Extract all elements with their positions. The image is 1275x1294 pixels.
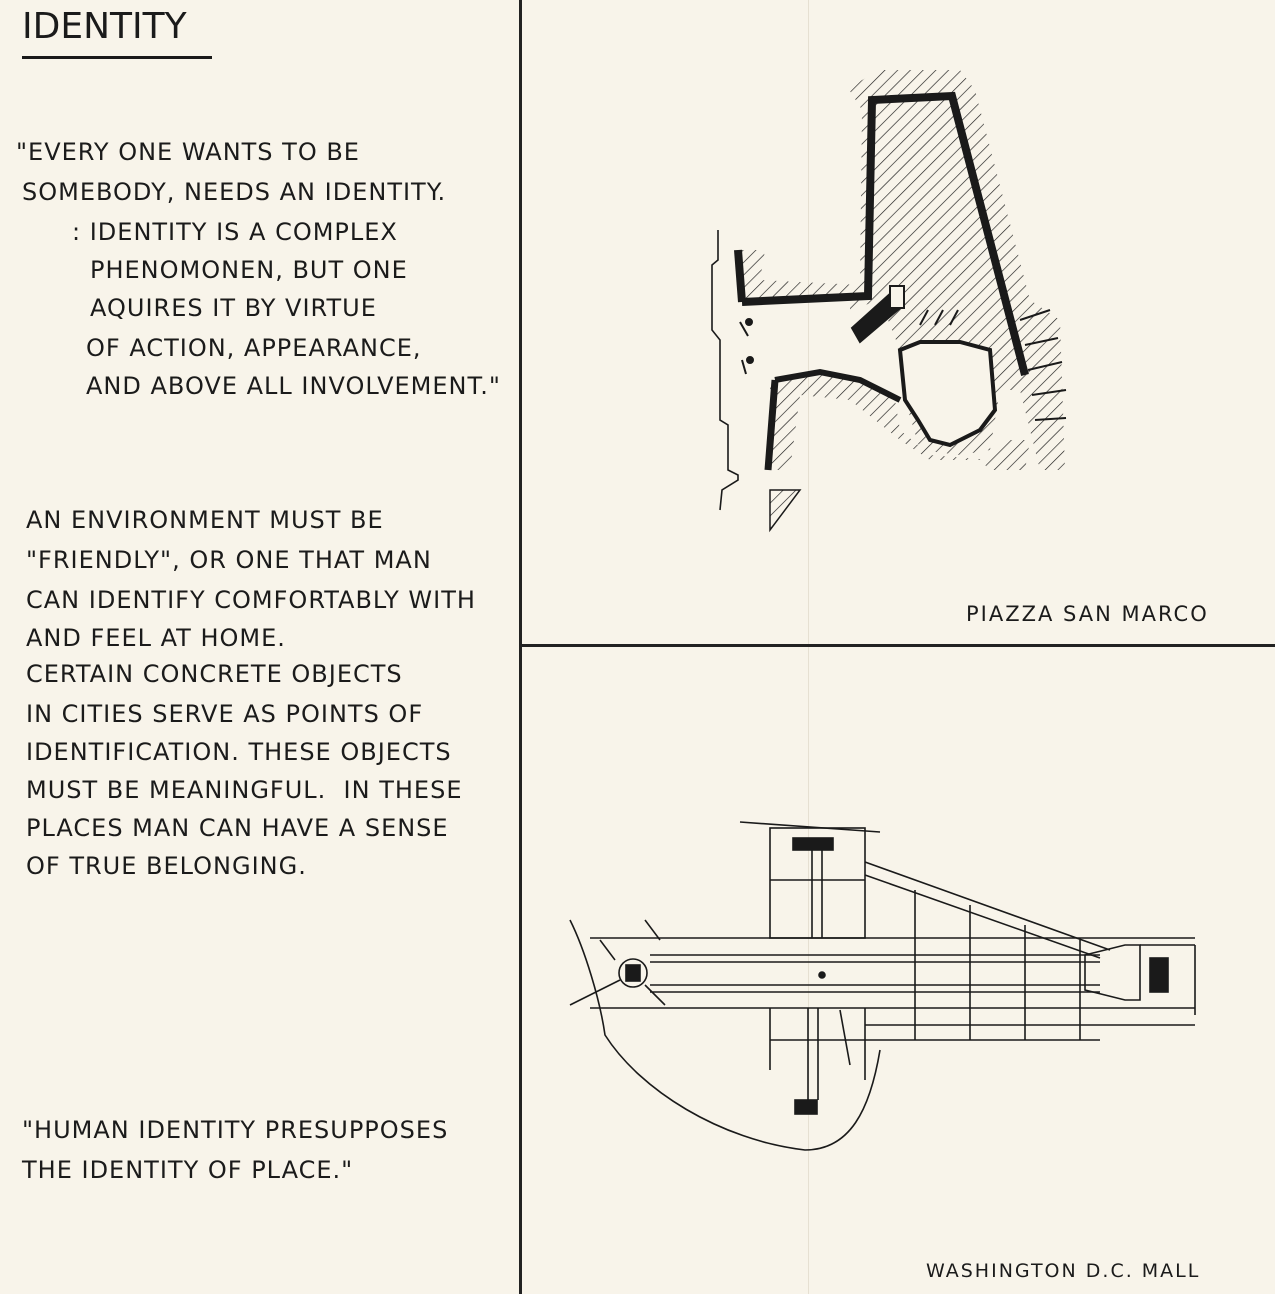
- quote1-line: SOMEBODY, NEEDS AN IDENTITY.: [22, 178, 447, 206]
- jefferson-memorial: [795, 1100, 817, 1114]
- quote1-line: : IDENTITY IS A COMPLEX: [72, 218, 398, 246]
- radial-road: [570, 980, 620, 1005]
- flagpole: [742, 360, 746, 374]
- paragraph-line: OF TRUE BELONGING.: [26, 852, 307, 880]
- paragraph-line: CAN IDENTIFY COMFORTABLY WITH: [26, 586, 476, 614]
- road-stub: [645, 920, 660, 940]
- quote2-line: "HUMAN IDENTITY PRESUPPOSES: [22, 1116, 449, 1144]
- paragraph-line: AN ENVIRONMENT MUST BE: [26, 506, 384, 534]
- washington-monument: [819, 972, 825, 978]
- campanile-top: [890, 286, 904, 308]
- page-title: IDENTITY: [22, 6, 187, 47]
- procuratie-west-wall: [738, 250, 742, 302]
- pennsylvania-avenue: [865, 875, 1100, 958]
- pennsylvania-avenue: [865, 862, 1110, 950]
- paragraph-line: "FRIENDLY", OR ONE THAT MAN: [26, 546, 432, 574]
- capitol-grounds: [1085, 945, 1140, 1000]
- white-house: [793, 838, 833, 850]
- piazzetta-wedge: [770, 490, 800, 530]
- radial-road: [645, 985, 665, 1005]
- quote1-line: AQUIRES IT BY VIRTUE: [90, 294, 377, 322]
- paragraph-line: PLACES MAN CAN HAVE A SENSE: [26, 814, 449, 842]
- quote1-line: "EVERY ONE WANTS TO BE: [16, 138, 360, 166]
- flagpole-base: [746, 319, 752, 325]
- washington-mall-plan: [570, 822, 1195, 1150]
- quote1-line: AND ABOVE ALL INVOLVEMENT.": [86, 372, 501, 400]
- caption-piazza-san-marco: PIAZZA SAN MARCO: [966, 602, 1209, 626]
- paragraph-line: IDENTIFICATION. THESE OBJECTS: [26, 738, 452, 766]
- flagpole-base: [747, 357, 753, 363]
- paragraph-line: IN CITIES SERVE AS POINTS OF: [26, 700, 424, 728]
- paragraph-line: AND FEEL AT HOME.: [26, 624, 286, 652]
- paragraph-line: CERTAIN CONCRETE OBJECTS: [26, 660, 403, 688]
- capitol-building: [1150, 958, 1168, 992]
- quote1-line: PHENOMONEN, BUT ONE: [90, 256, 408, 284]
- west-edge: [712, 230, 738, 510]
- quote1-line: OF ACTION, APPEARANCE,: [86, 334, 422, 362]
- road-stub: [840, 1010, 850, 1065]
- caption-washington-mall: WASHINGTON D.C. MALL: [926, 1260, 1201, 1282]
- lincoln-memorial: [626, 965, 640, 981]
- north-edge: [740, 822, 880, 832]
- radial-road: [600, 940, 615, 960]
- paragraph-line: MUST BE MEANINGFUL. IN THESE: [26, 776, 463, 804]
- quote2-line: THE IDENTITY OF PLACE.": [22, 1156, 354, 1184]
